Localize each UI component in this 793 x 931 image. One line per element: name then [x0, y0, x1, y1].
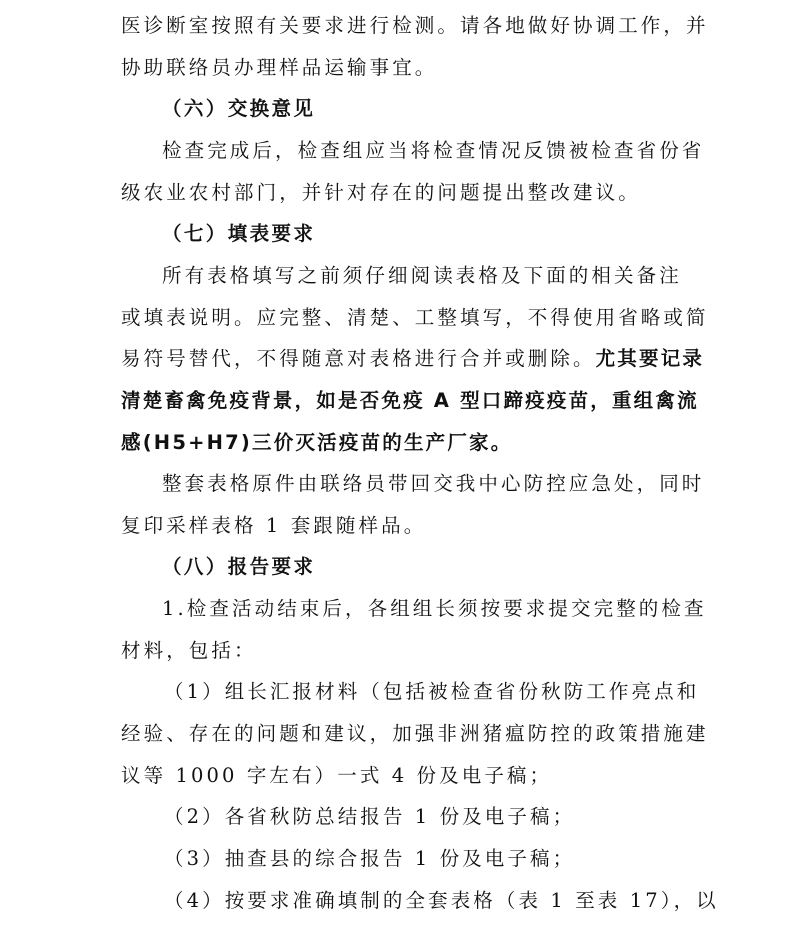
emphasis-line: 感(H5+H7)三价灭活疫苗的生产厂家。: [121, 431, 513, 454]
paragraph-line: 材料，包括：: [121, 639, 257, 662]
paragraph-line: 协助联络员办理样品运输事宜。: [121, 56, 438, 79]
normal-text: 易符号替代，不得随意对表格进行合并或删除。: [121, 347, 596, 370]
paragraph-line: 所有表格填写之前须仔细阅读表格及下面的相关备注: [162, 264, 682, 287]
paragraph-line: 级农业农村部门，并针对存在的问题提出整改建议。: [121, 181, 641, 204]
list-item: （2）各省秋防总结报告 1 份及电子稿；: [164, 805, 576, 828]
section-heading-7: （七）填表要求: [162, 222, 316, 245]
list-item: （1）组长汇报材料（包括被检查省份秋防工作亮点和: [164, 680, 700, 703]
paragraph-line: 或填表说明。应完整、清楚、工整填写，不得使用省略或简: [121, 306, 709, 329]
paragraph-line: 1.检查活动结束后，各组组长须按要求提交完整的检查: [162, 597, 707, 620]
emphasis-line: 清楚畜禽免疫背景，如是否免疫 A 型口蹄疫疫苗，重组禽流: [121, 389, 699, 412]
paragraph-line: 复印采样表格 1 套跟随样品。: [121, 514, 427, 537]
paragraph-line: 议等 1000 字左右）一式 4 份及电子稿；: [121, 764, 553, 787]
paragraph-line: 检查完成后，检查组应当将检查情况反馈被检查省份省: [162, 139, 705, 162]
emphasis-text: 尤其要记录: [595, 347, 705, 370]
list-item: （3）抽查县的综合报告 1 份及电子稿；: [164, 847, 576, 870]
paragraph-line: 整套表格原件由联络员带回交我中心防控应急处，同时: [162, 472, 705, 495]
paragraph-line: 医诊断室按照有关要求进行检测。请各地做好协调工作，并: [121, 14, 709, 37]
section-heading-6: （六）交换意见: [162, 97, 316, 120]
section-heading-8: （八）报告要求: [162, 555, 316, 578]
list-item: （4）按要求准确填制的全套表格（表 1 至表 17），以: [164, 889, 719, 912]
paragraph-line: [121, 347, 704, 371]
paragraph-line: 经验、存在的问题和建议，加强非洲猪瘟防控的政策措施建: [121, 722, 709, 745]
